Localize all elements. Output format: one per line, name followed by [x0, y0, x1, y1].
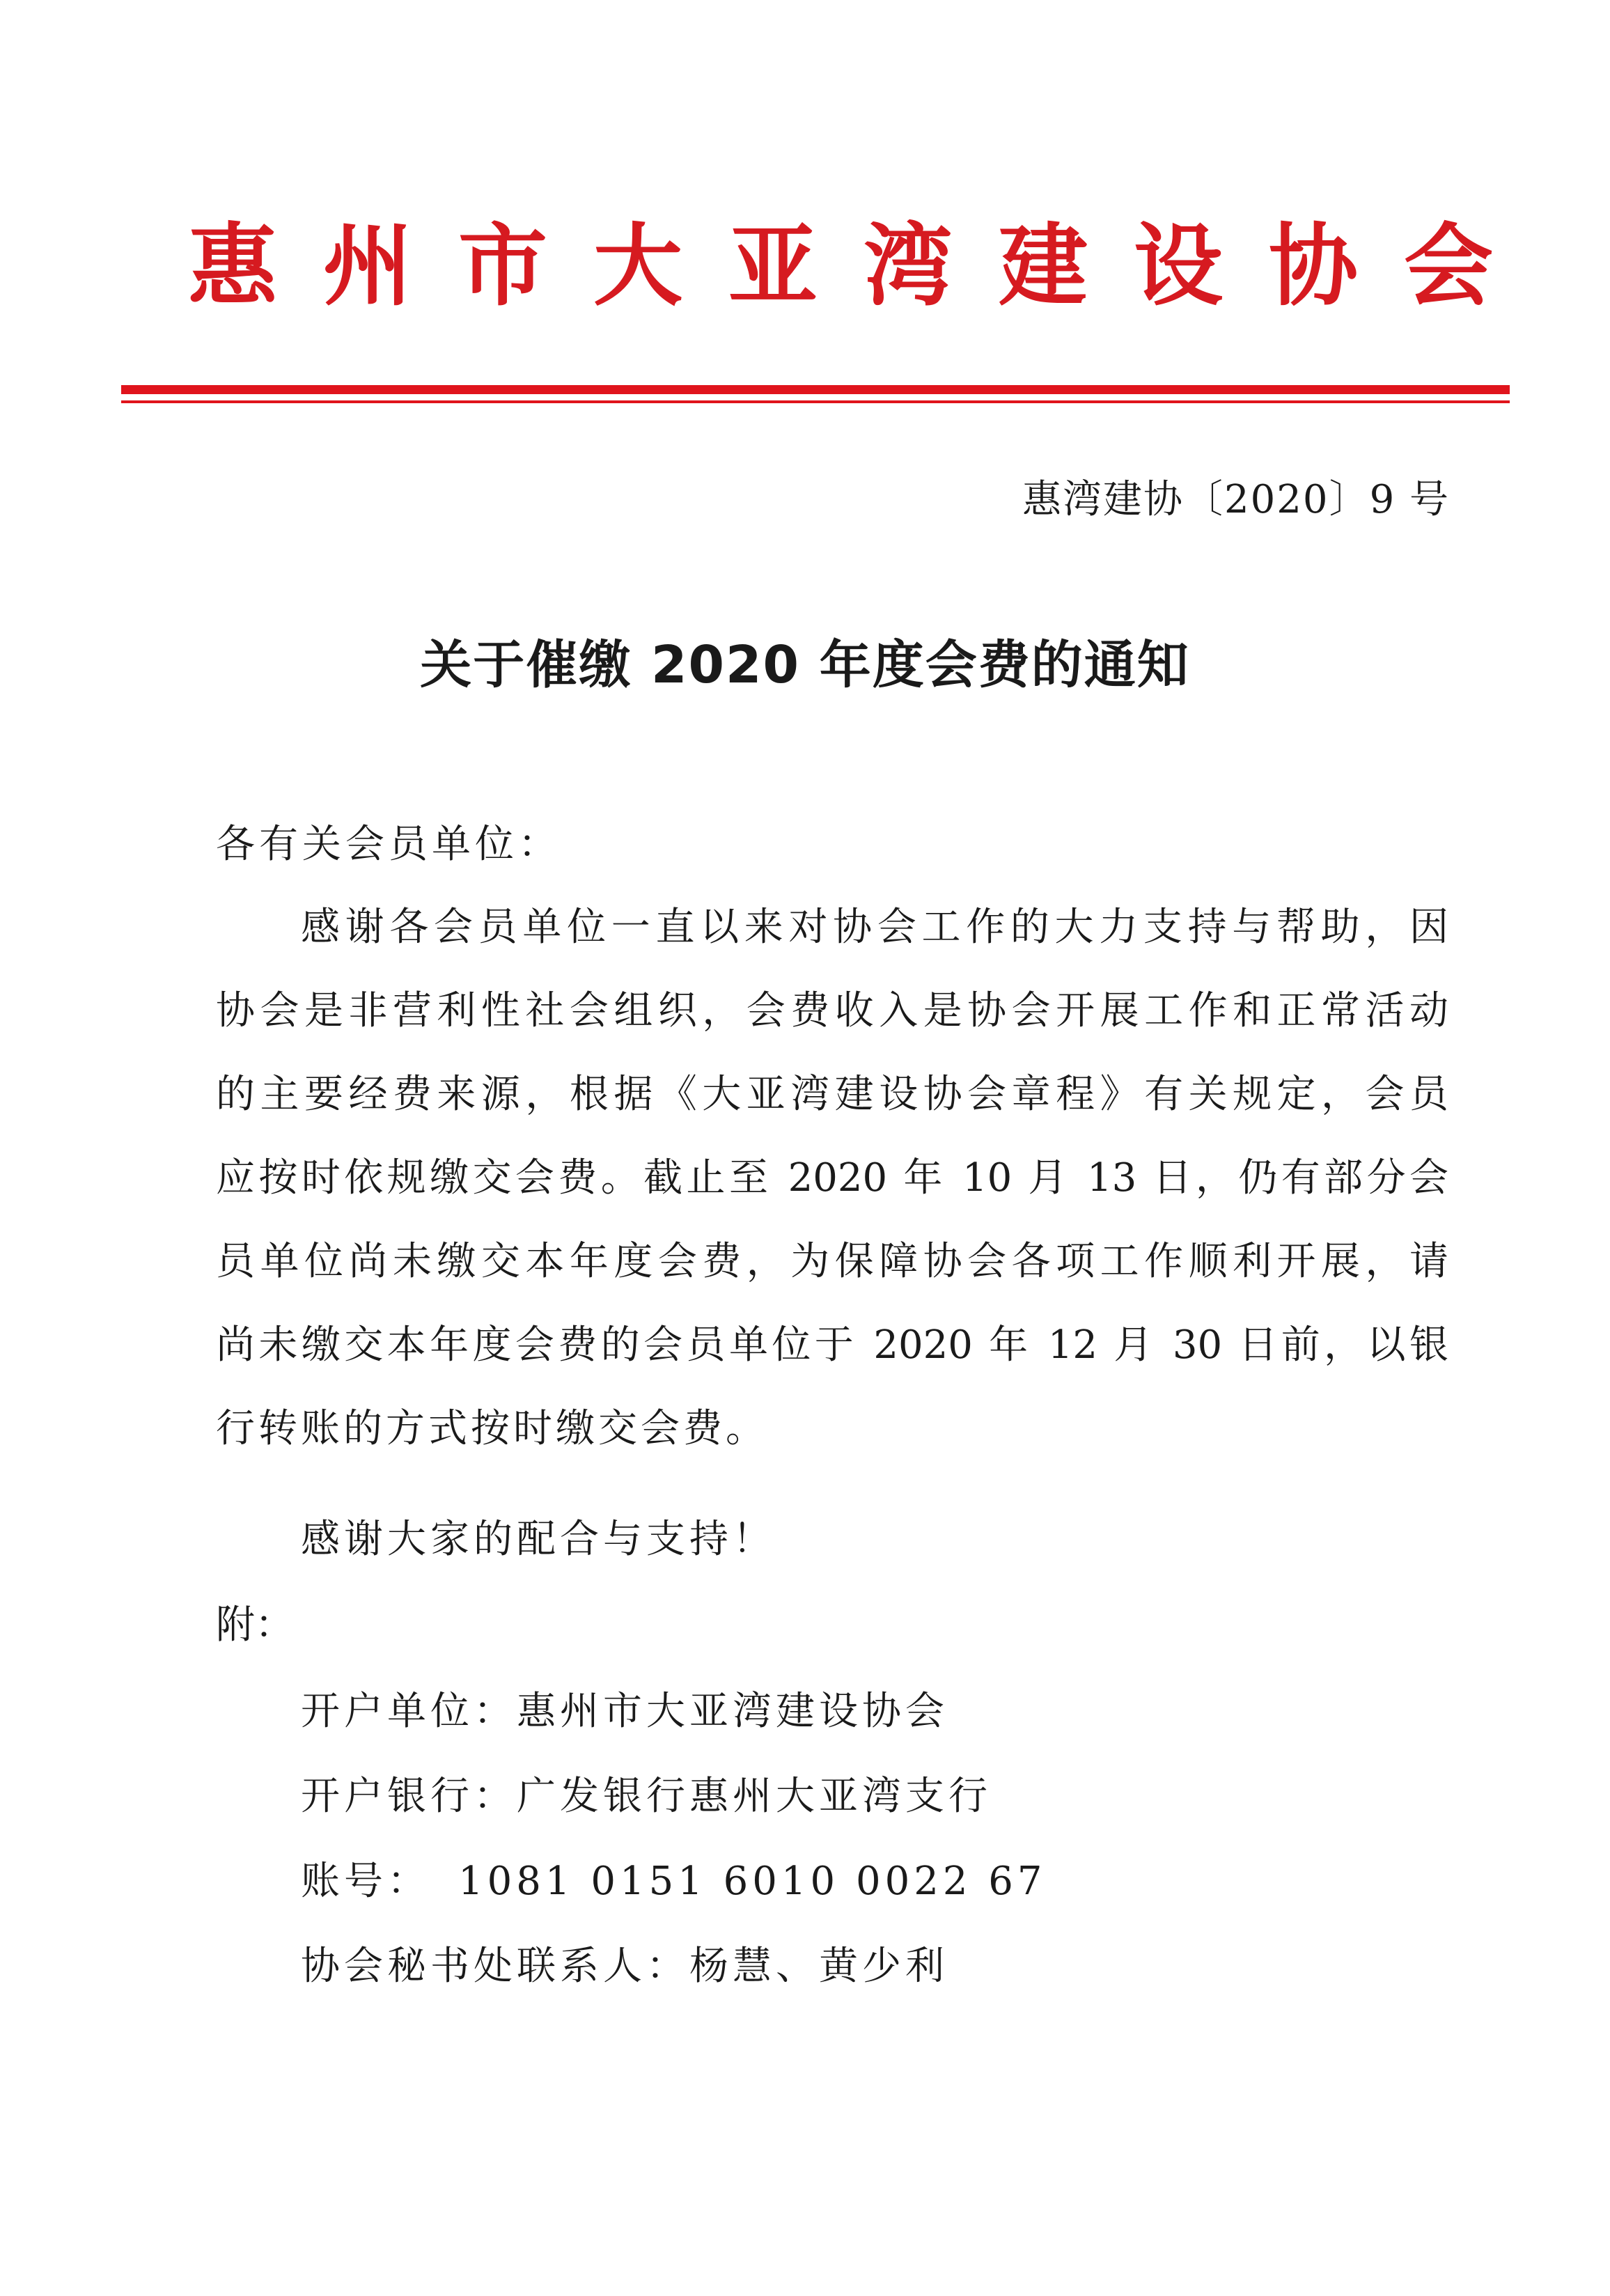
body-line-3: 的主要经费来源，根据《大亚湾建设协会章程》有关规定，会员 [216, 1072, 1448, 1117]
contact-label: 协会秘书处联系人： [301, 1944, 689, 1989]
bank-label: 开户银行： [301, 1774, 517, 1819]
account-number-label: 账号： [301, 1859, 430, 1904]
contact-line [301, 1944, 948, 1989]
body-line-5: 员单位尚未缴交本年度会费，为保障协会各项工作顺利开展，请 [216, 1239, 1448, 1284]
account-unit-label: 开户单位： [301, 1689, 517, 1734]
letterhead-rule-thick [121, 385, 1510, 394]
body-line-1: 感谢各会员单位一直以来对协会工作的大力支持与帮助，因 [301, 905, 1448, 950]
body-line-7: 行转账的方式按时缴交会费。 [216, 1406, 768, 1451]
body-line-2: 协会是非营利性社会组织，会费收入是协会开展工作和正常活动 [216, 988, 1448, 1033]
document-number: 惠湾建协〔2020〕9 号 [1022, 477, 1450, 522]
body-line-6: 尚未缴交本年度会费的会员单位于 2020 年 12 月 30 日前，以银 [216, 1322, 1448, 1368]
attachment-label: 附： [216, 1602, 294, 1648]
contact-value: 杨慧、黄少利 [689, 1944, 948, 1989]
bank-line [301, 1774, 992, 1819]
account-unit-line [301, 1689, 948, 1734]
letterhead-org-name: 惠州市大亚湾建设协会 [188, 214, 1540, 318]
account-unit-value: 惠州市大亚湾建设协会 [517, 1689, 948, 1734]
account-number-value: 1081 0151 6010 0022 67 [458, 1859, 1047, 1904]
notice-title: 关于催缴 2020 年度会费的通知 [420, 635, 1190, 695]
letterhead-rule-thin [121, 400, 1510, 403]
account-number-line [301, 1859, 1047, 1904]
thanks-line: 感谢大家的配合与支持！ [301, 1517, 776, 1562]
salutation: 各有关会员单位： [216, 822, 561, 867]
bank-value: 广发银行惠州大亚湾支行 [517, 1774, 992, 1819]
body-line-4: 应按时依规缴交会费。截止至 2020 年 10 月 13 日，仍有部分会 [216, 1155, 1448, 1201]
